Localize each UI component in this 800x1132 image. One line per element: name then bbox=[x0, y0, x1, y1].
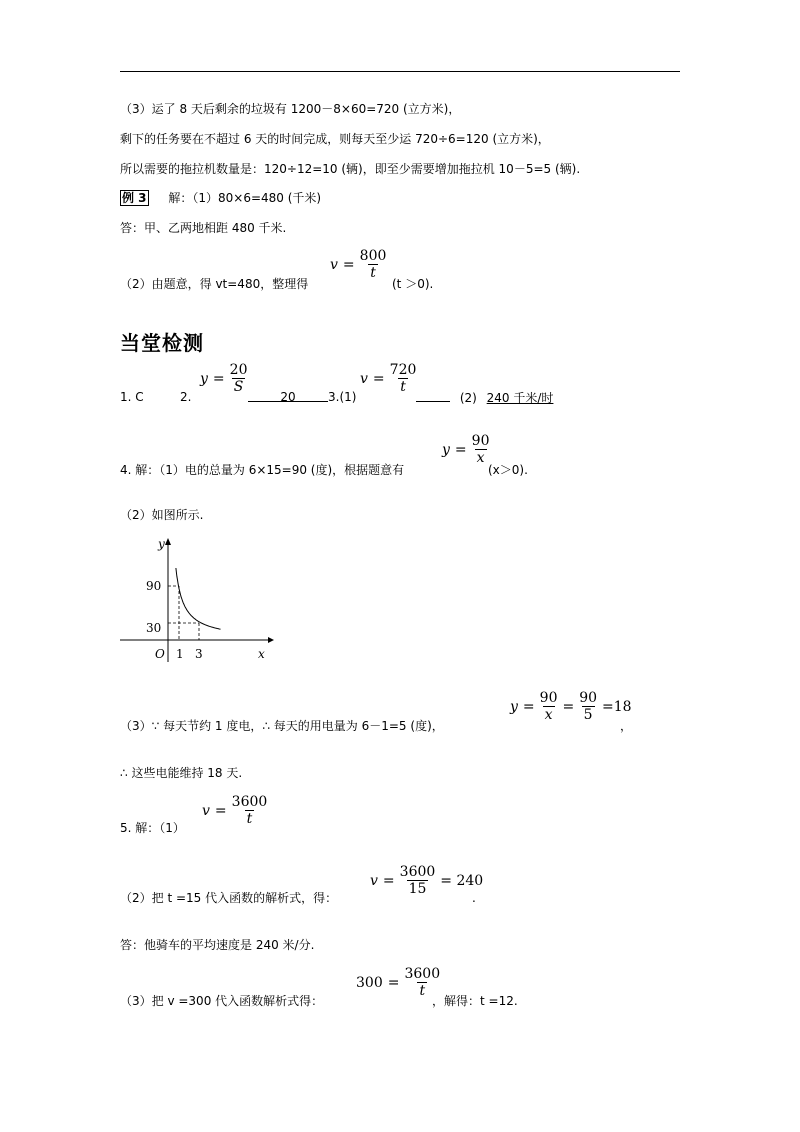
y-tick-30: 30 bbox=[146, 621, 162, 635]
x-axis-label: x bbox=[258, 647, 265, 661]
q4-conclusion: ∴ 这些电能维持 18 天. bbox=[120, 766, 243, 780]
q2-blank: 20 bbox=[248, 389, 328, 402]
q4-part3: （3）∵ 每天节约 1 度电，∴ 每天的用电量为 6－1=5 (度)， bbox=[120, 719, 444, 733]
formula-y-90-5-18: y = $\frac{90}{x}$ = $\frac{90}{5}$ =18 bbox=[510, 690, 632, 723]
y-tick-90: 90 bbox=[146, 579, 162, 593]
text-line-vt-tail: (t ＞0). bbox=[392, 277, 434, 291]
y-axis-arrow bbox=[165, 538, 171, 545]
example-3-text: 解：（1）80×6=480 (千米) bbox=[168, 191, 322, 205]
q4-part3-tail: ， bbox=[620, 719, 633, 733]
y-axis-label: y bbox=[158, 537, 165, 551]
origin-label: O bbox=[155, 647, 165, 661]
inverse-function-graph bbox=[118, 534, 278, 666]
text-line-1: （3）运了 8 天后剩余的垃圾有 1200－8×60=720 (立方米)， bbox=[120, 102, 461, 116]
answer-distance: 答：甲、乙两地相距 480 千米. bbox=[120, 221, 287, 235]
q5-line: 5. 解：（1） bbox=[120, 821, 185, 835]
example-3-line bbox=[120, 190, 321, 206]
formula-v-800-t: v = $\frac{800}{t}$ bbox=[330, 248, 387, 281]
x-axis-arrow bbox=[268, 637, 274, 643]
section-heading: 当堂检测 bbox=[120, 331, 204, 355]
q4-tail: (x＞0). bbox=[488, 463, 528, 477]
q5-part3: （3）把 v =300 代入函数解析式得： bbox=[120, 994, 324, 1008]
formula-v-720-t: v = $\frac{720}{t}$ bbox=[360, 362, 417, 395]
x-tick-1: 1 bbox=[176, 647, 184, 661]
q5-part2: （2）把 t =15 代入函数的解析式，得： bbox=[120, 891, 338, 905]
q2-blank-line: 20 3.(1) bbox=[248, 389, 356, 405]
q4-line: 4. 解：（1）电的总量为 6×15=90 (度)，根据题意有 bbox=[120, 463, 405, 477]
q3-blank bbox=[416, 389, 450, 402]
q1-answer: 1. C bbox=[120, 390, 144, 404]
q5-part2-tail: . bbox=[472, 891, 476, 905]
formula-y-20-s: y = $\frac{20}{S}$ bbox=[200, 362, 248, 395]
header-rule bbox=[120, 71, 680, 72]
formula-v-3600-t: v = $\frac{3600}{t}$ bbox=[202, 794, 268, 827]
text-line-vt: （2）由题意，得 vt=480，整理得 bbox=[120, 277, 309, 291]
q3-part2: (2) 240 千米/时 bbox=[416, 389, 553, 406]
q5-answer: 答：他骑车的平均速度是 240 米/分. bbox=[120, 938, 315, 952]
formula-300-3600-t: 300 = $\frac{3600}{t}$ bbox=[356, 966, 441, 999]
q4-part2: （2）如图所示. bbox=[120, 508, 204, 522]
text-line-2: 剩下的任务要在不超过 6 天的时间完成，则每天至少运 720÷6=120 (立方米)， bbox=[120, 132, 550, 146]
q5-part3-tail: ，解得：t =12. bbox=[432, 994, 518, 1008]
formula-y-90-x: y = $\frac{90}{x}$ bbox=[442, 433, 490, 466]
text-line-3: 所以需要的拖拉机数量是：120÷12=10 (辆)，即至少需要增加拖拉机 10－5=5 (辆). bbox=[120, 162, 581, 176]
q2-number: 2. bbox=[180, 390, 192, 404]
q3-2-answer: 240 千米/时 bbox=[486, 391, 554, 405]
x-tick-3: 3 bbox=[195, 647, 203, 661]
example-3-label: 例 3 bbox=[122, 191, 147, 205]
hyperbola-curve bbox=[176, 568, 221, 629]
formula-v-3600-15-240: v = $\frac{3600}{15}$ = 240 bbox=[370, 864, 484, 897]
